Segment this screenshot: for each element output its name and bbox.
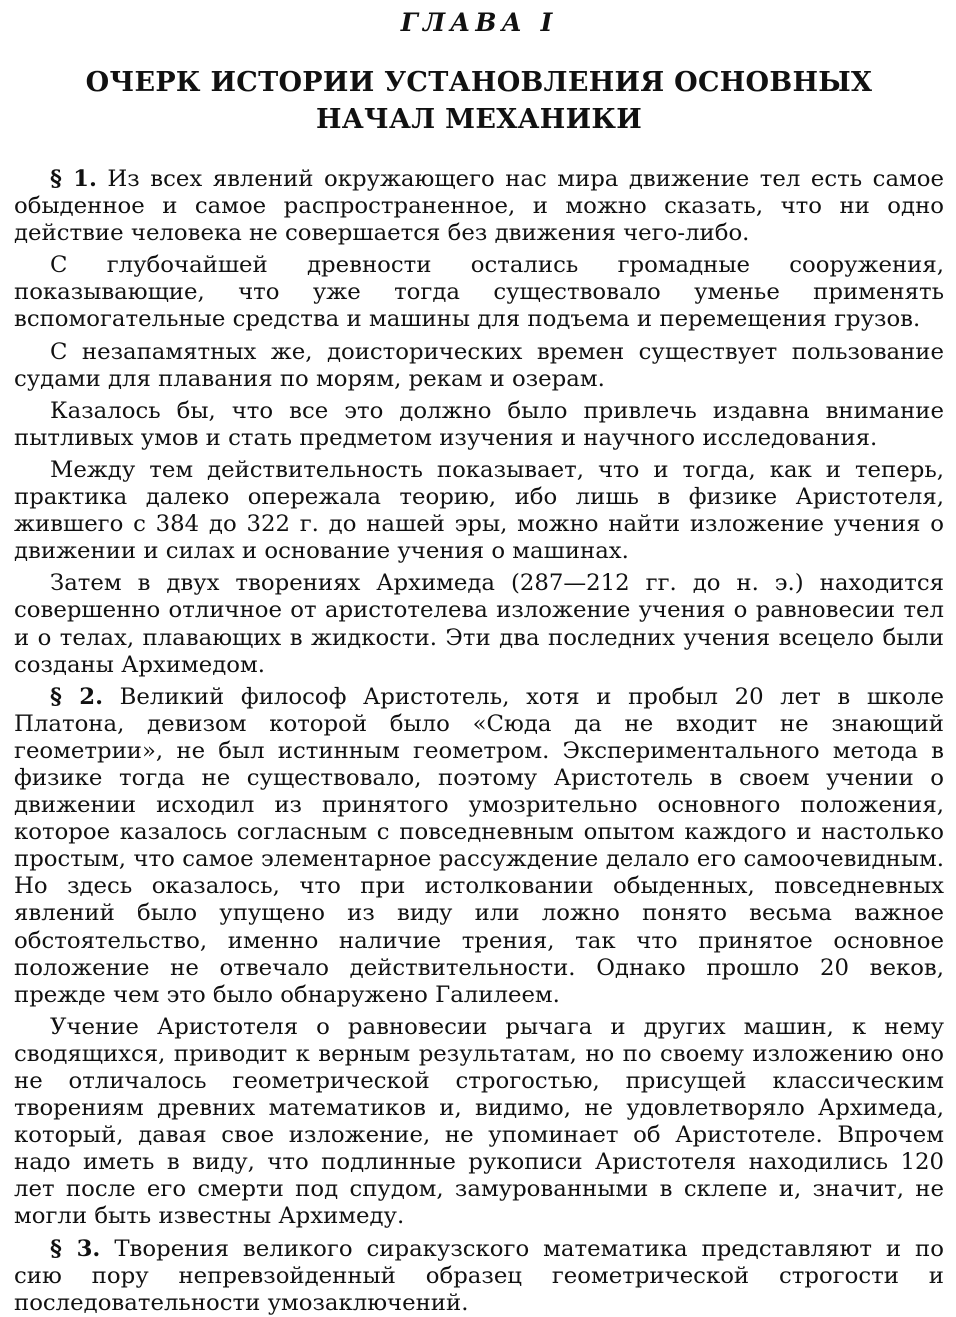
paragraph-6	[14, 570, 944, 678]
paragraph-2-text: С глубочайшей древности остались громадные сооружения, показывающие, что уже тогда существовало уменье применять вспомогательные средства и машины для подъема и перемещения грузов.	[14, 252, 944, 333]
paragraph-3-text: С незапамятных же, доисторических времен существует пользование судами для плавания по морям, рекам и озерам.	[14, 338, 944, 392]
paragraph-1	[14, 166, 944, 247]
paragraph-5-text: Между тем действительность показывает, что и тогда, как и теперь, практика далеко опережала теорию, ибо лишь в физике Аристотеля, жившего с 384 до 322 г. до нашей эры, можно найти изложение учения о движении и силах и основание учения о машинах.	[14, 456, 944, 565]
chapter-label: ГЛАВА I	[400, 8, 558, 37]
section-marker-2: § 2.	[50, 683, 104, 710]
document-page	[14, 0, 944, 1316]
chapter-title	[14, 64, 944, 138]
paragraph-9-text: Творения великого сиракузского математика представляют и по сию пору непревзойденный образец геометрической строгости и последовательности умозаключений.	[14, 1235, 944, 1316]
paragraph-6-text: Затем в двух творениях Архимеда (287—212 гг. до н. э.) находится совершенно отличное от аристотелева изложение учения о равновесии тел и о телах, плавающих в жидкости. Эти два последних учения всецело были созданы Архимедом.	[14, 570, 944, 678]
paragraph-8	[14, 1014, 944, 1231]
chapter-title-line-2: НАЧАЛ МЕХАНИКИ	[315, 104, 643, 135]
paragraph-3	[14, 339, 944, 393]
paragraph-1-text: Из всех явлений окружающего нас мира движение тел есть самое обыденное и самое распространенное, и можно сказать, что ни одно действие человека не совершается без движения чего-либо.	[14, 166, 944, 247]
paragraph-5	[14, 457, 944, 565]
paragraph-2	[14, 252, 944, 333]
section-marker-1: § 1.	[50, 166, 97, 192]
paragraph-4-text: Казалось бы, что все это должно было привлечь издавна внимание пытливых умов и стать предметом изучения и научного исследования.	[14, 397, 944, 451]
paragraph-7	[14, 684, 944, 1009]
paragraph-4	[14, 398, 944, 452]
body-text	[14, 166, 944, 1317]
paragraph-9	[14, 1236, 944, 1317]
paragraph-8-text: Учение Аристотеля о равновесии рычага и других машин, к нему сводящихся, приводит к верным результатам, но по своему изложению оно не отличалось геометрической строгостью, присущей классическим творениям древних математиков и, видимо, не удовлетворяло Архимеда, который, давая свое изложение, не упоминает об Аристотеле. Впрочем надо иметь в виду, что подлинные рукописи Аристотеля находились 120 лет после его смерти под спудом, замурованными в склепе и, значит, не могли быть известны Архимеду.	[14, 1013, 944, 1230]
paragraph-7-text: Великий философ Аристотель, хотя и пробыл 20 лет в школе Платона, девизом которой было «Сюда да не входит не знающий геометрии», не был истинным геометром. Экспериментального метода в физике тогда не существовало, поэтому Аристотель в своем учении о движении исходил из принятого умозрительно основного положения, которое казалось согласным с повседневным опытом каждого и настолько простым, что самое элементарное рассуждение делало его самоочевидным. Но здесь оказалось, что при истолковании обыденных, повседневных явлений было упущено из виду или ложно понято весьма важное обстоятельство, именно наличие трения, так что принятое основное положение не отвечало действительности. Однако прошло 20 веков, прежде чем это было обнаружено Галилеем.	[14, 683, 944, 1008]
chapter-title-line-1: ОЧЕРК ИСТОРИИ УСТАНОВЛЕНИЯ ОСНОВНЫХ	[85, 67, 873, 98]
section-marker-3: § 3.	[50, 1235, 101, 1262]
